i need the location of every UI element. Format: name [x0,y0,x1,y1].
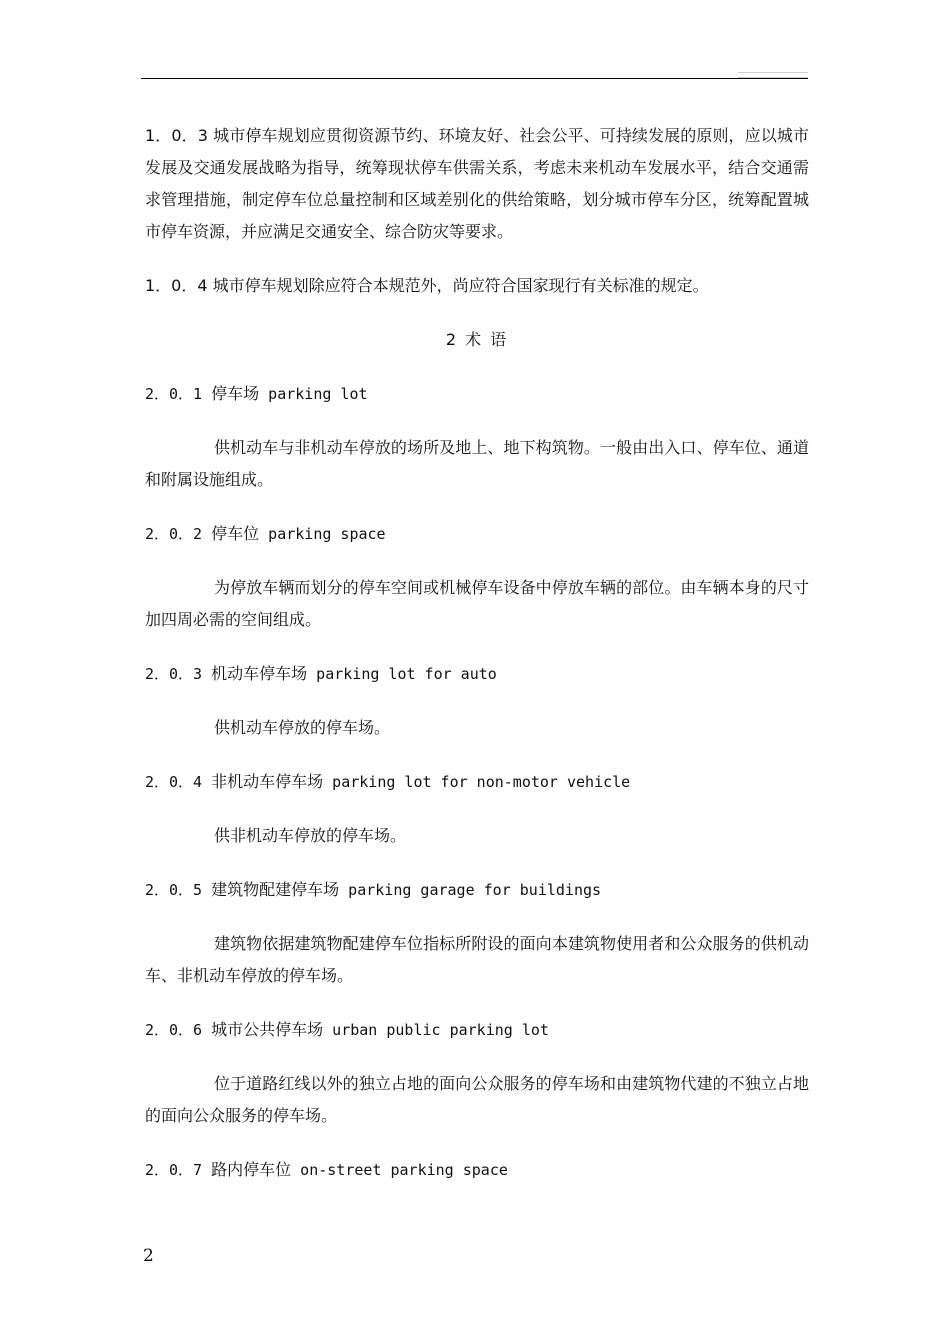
header-rule [141,78,808,79]
term-name-en: parking lot for non-motor vehicle [332,773,631,791]
clause-1-0-3: 1．0．3 城市停车规划应贯彻资源节约、环境友好、社会公平、可持续发展的原则，应以城市发展及交通发展战略为指导，统筹现状停车供需关系，考虑未来机动车发展水平，结合交通需求管理措施，制定停车位总量控制和区域差别化的供给策略，划分城市停车分区，统筹配置城市停车资源，并应满足交通安全、综合防灾等要求。 [145,126,809,241]
term-name-en: urban public parking lot [332,1021,549,1039]
term-definition-2-0-1: 供机动车与非机动车停放的场所及地上、地下构筑物。一般由出入口、停车位、通道和附属设施组成。 [145,438,809,489]
term-number: 2．0．5 [145,881,203,899]
term-name-cn: 停车位 [211,524,260,543]
term-name-cn: 建筑物配建停车场 [211,880,340,899]
term-heading-2-0-4 [145,766,809,798]
term-heading-2-0-3 [145,658,809,690]
term-number: 2．0．3 [145,665,203,683]
term-name-cn: 城市公共停车场 [211,1020,324,1039]
term-number: 2．0．4 [145,773,203,791]
term-name-cn: 非机动车停车场 [211,772,324,791]
term-number: 2．0．2 [145,525,203,543]
page-number: 2 [143,1246,154,1266]
header-mark [738,72,808,78]
term-name-en: parking lot for auto [316,665,497,683]
term-definition-2-0-4: 供非机动车停放的停车场。 [214,826,407,845]
term-name-cn: 机动车停车场 [211,664,308,683]
clause-1-0-4: 1．0．4 城市停车规划除应符合本规范外，尚应符合国家现行有关标准的规定。 [145,276,709,295]
term-name-cn: 路内停车位 [211,1160,292,1179]
document-body [145,120,809,1208]
term-name-en: parking space [268,525,386,543]
term-name-en: parking lot [268,385,368,403]
term-heading-2-0-2 [145,518,809,550]
term-definition-2-0-2: 为停放车辆而划分的停车空间或机械停车设备中停放车辆的部位。由车辆本身的尺寸加四周必需的空间组成。 [145,578,809,629]
term-heading-2-0-7 [145,1154,809,1186]
term-heading-2-0-5 [145,874,809,906]
term-definition-2-0-6: 位于道路红线以外的独立占地的面向公众服务的停车场和由建筑物代建的不独立占地的面向公众服务的停车场。 [145,1074,809,1125]
term-heading-2-0-6 [145,1014,809,1046]
term-name-cn: 停车场 [211,384,260,403]
term-number: 2．0．6 [145,1021,203,1039]
term-heading-2-0-1 [145,378,809,410]
term-definition-2-0-5: 建筑物依据建筑物配建停车位指标所附设的面向本建筑物使用者和公众服务的供机动车、非机动车停放的停车场。 [145,934,809,985]
term-name-en: parking garage for buildings [348,881,602,899]
section-title: 2 术 语 [445,330,509,349]
term-name-en: on-street parking space [300,1161,508,1179]
term-definition-2-0-3: 供机动车停放的停车场。 [214,718,391,737]
term-number: 2．0．7 [145,1161,203,1179]
term-number: 2．0．1 [145,385,203,403]
